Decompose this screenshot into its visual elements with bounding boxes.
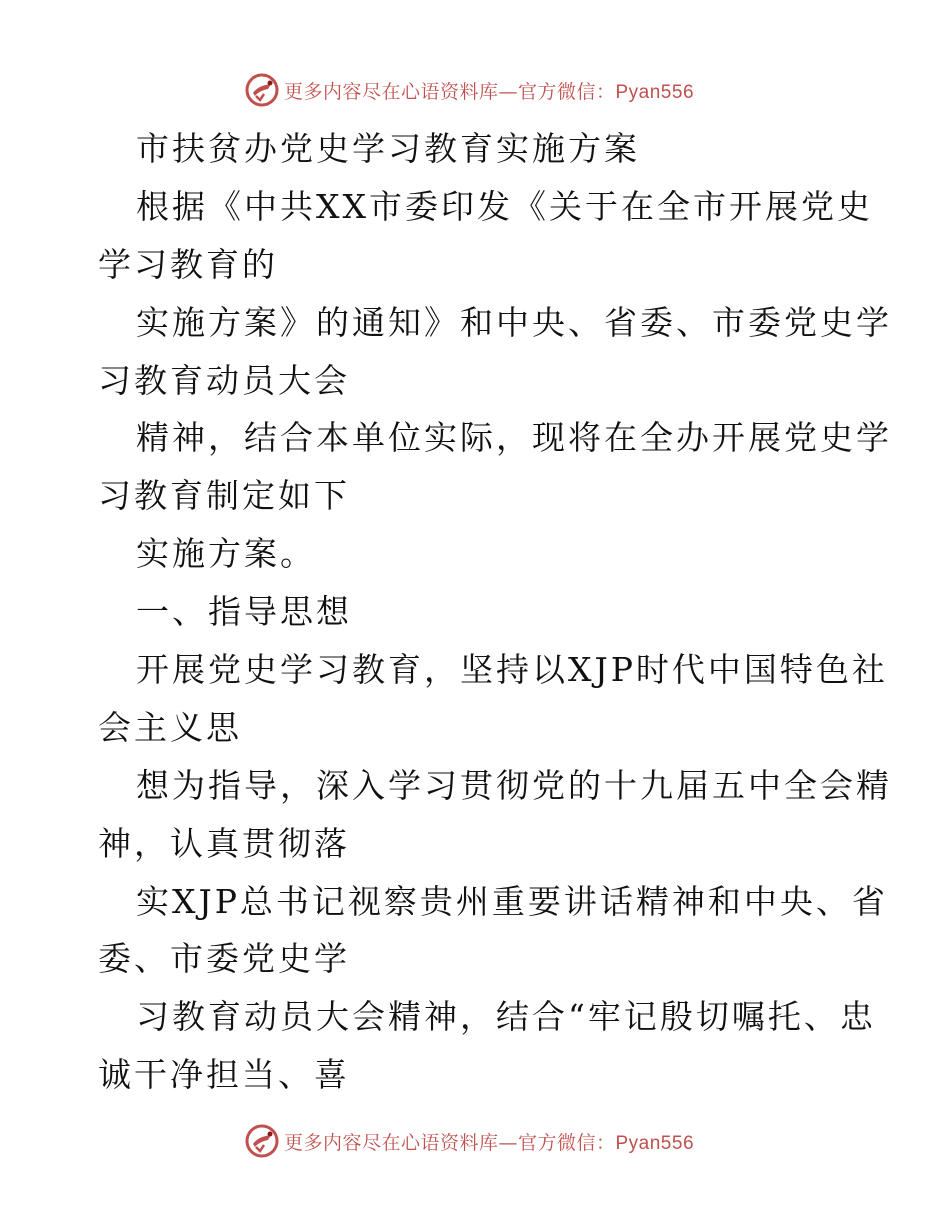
- doc-line: 委、市委党史学: [98, 939, 350, 979]
- doc-line: 根据《中共XX市委印发《关于在全市开展党史: [136, 186, 873, 226]
- doc-line: 习教育动员大会: [98, 360, 350, 400]
- header-banner: [0, 70, 950, 110]
- footer-wechat-label: 官方微信：: [517, 1131, 616, 1154]
- header-banner-text: [284, 77, 694, 104]
- header-banner-content: [244, 72, 694, 108]
- footer-banner-text: [284, 1128, 694, 1155]
- doc-line: 开展党史学习教育，坚持以XJP时代中国特色社: [136, 650, 888, 690]
- footer-banner: [0, 1121, 950, 1161]
- header-wechat-label: 官方微信：: [517, 80, 616, 103]
- document-body: [98, 120, 892, 1104]
- doc-line: 实XJP总书记视察贵州重要讲话精神和中央、省: [136, 881, 888, 921]
- doc-line: 精神，结合本单位实际，现将在全办开展党史学: [136, 418, 892, 458]
- doc-line: 学习教育的: [98, 244, 278, 284]
- doc-line: 会主义思: [98, 707, 242, 747]
- header-wechat-id: Pyan556: [615, 81, 695, 103]
- doc-line: 习教育动员大会精神，结合“牢记殷切嘱托、忠: [136, 997, 876, 1037]
- header-dash: —: [498, 80, 518, 103]
- book-pen-logo-icon: [244, 1123, 280, 1159]
- doc-line: 神，认真贯彻落: [98, 823, 350, 863]
- footer-banner-content: [244, 1123, 694, 1159]
- section-heading: 一、指导思想: [136, 592, 352, 632]
- doc-line: 实施方案》的通知》和中央、省委、市委党史学: [136, 302, 892, 342]
- footer-promo-text: 更多内容尽在心语资料库: [283, 1131, 499, 1154]
- doc-line: 实施方案。: [136, 534, 316, 574]
- book-pen-logo-icon: [244, 72, 280, 108]
- header-promo-text: 更多内容尽在心语资料库: [283, 80, 499, 103]
- footer-wechat-id: Pyan556: [615, 1132, 695, 1154]
- doc-line: 习教育制定如下: [98, 476, 350, 516]
- doc-line: 诚干净担当、喜: [98, 1055, 350, 1095]
- doc-line: 想为指导，深入学习贯彻党的十九届五中全会精: [136, 765, 892, 805]
- doc-title: 市扶贫办党史学习教育实施方案: [136, 129, 640, 168]
- footer-dash: —: [498, 1131, 518, 1154]
